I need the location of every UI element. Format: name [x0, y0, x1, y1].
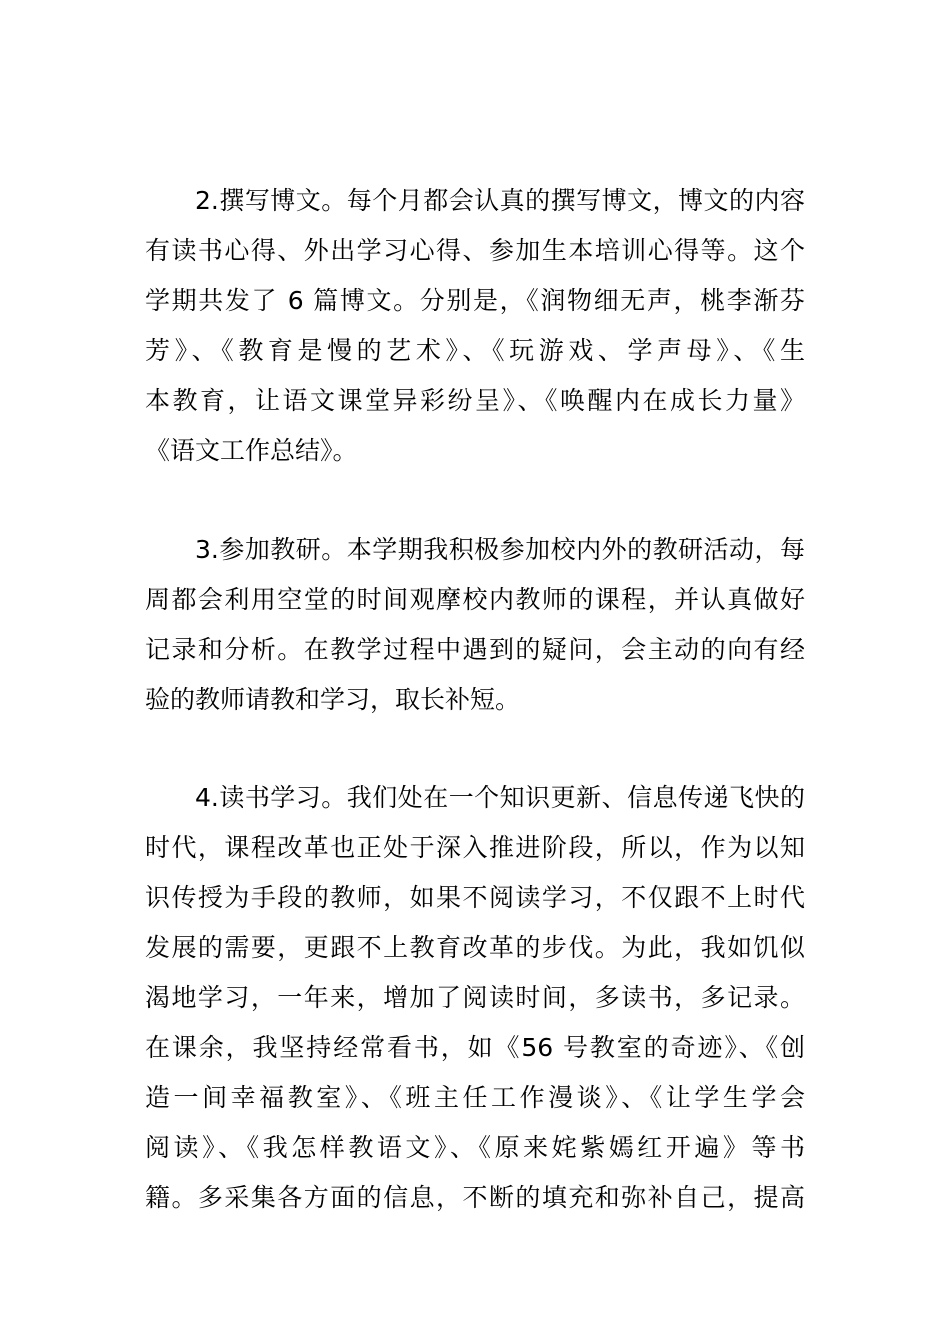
text-line: 发展的需要，更跟不上教育改革的步伐。为此，我如饥似	[145, 933, 805, 962]
text-line: 4.读书学习。我们处在一个知识更新、信息传递飞快的	[195, 783, 805, 812]
text-line: 《语文工作总结》。	[145, 436, 358, 465]
text-line: 学期共发了 6 篇博文。分别是，《润物细无声，桃李渐芬	[145, 286, 805, 315]
text-line: 验的教师请教和学习，取长补短。	[145, 685, 521, 714]
text-line: 3.参加教研。本学期我积极参加校内外的教研活动，每	[195, 535, 805, 564]
paragraph-blog-writing	[145, 176, 805, 476]
text-line: 芳》、《教育是慢的艺术》、《玩游戏、学声母》、《生	[145, 336, 805, 365]
paragraph-teaching-research	[145, 525, 805, 725]
text-line: 有读书心得、外出学习心得、参加生本培训心得等。这个	[145, 236, 805, 265]
text-line: 时代，课程改革也正处于深入推进阶段，所以，作为以知	[145, 833, 805, 862]
text-line: 造一间幸福教室》、《班主任工作漫谈》、《让学生学会	[145, 1083, 805, 1112]
text-line: 阅读》、《我怎样教语文》、《原来姹紫嫣红开遍》等书	[145, 1133, 805, 1162]
text-line: 在课余，我坚持经常看书，如《56 号教室的奇迹》、《创	[145, 1033, 805, 1062]
text-line: 本教育，让语文课堂异彩纷呈》、《唤醒内在成长力量》	[145, 386, 805, 415]
text-line: 识传授为手段的教师，如果不阅读学习，不仅跟不上时代	[145, 883, 805, 912]
paragraph-reading-study	[145, 773, 805, 1223]
text-line: 记录和分析。在教学过程中遇到的疑问，会主动的向有经	[145, 635, 805, 664]
text-line: 籍。多采集各方面的信息，不断的填充和弥补自己，提高	[145, 1183, 805, 1212]
text-line: 周都会利用空堂的时间观摩校内教师的课程，并认真做好	[145, 585, 805, 614]
text-line: 2.撰写博文。每个月都会认真的撰写博文，博文的内容	[195, 186, 805, 215]
text-line: 渴地学习，一年来，增加了阅读时间，多读书，多记录。	[145, 983, 805, 1012]
